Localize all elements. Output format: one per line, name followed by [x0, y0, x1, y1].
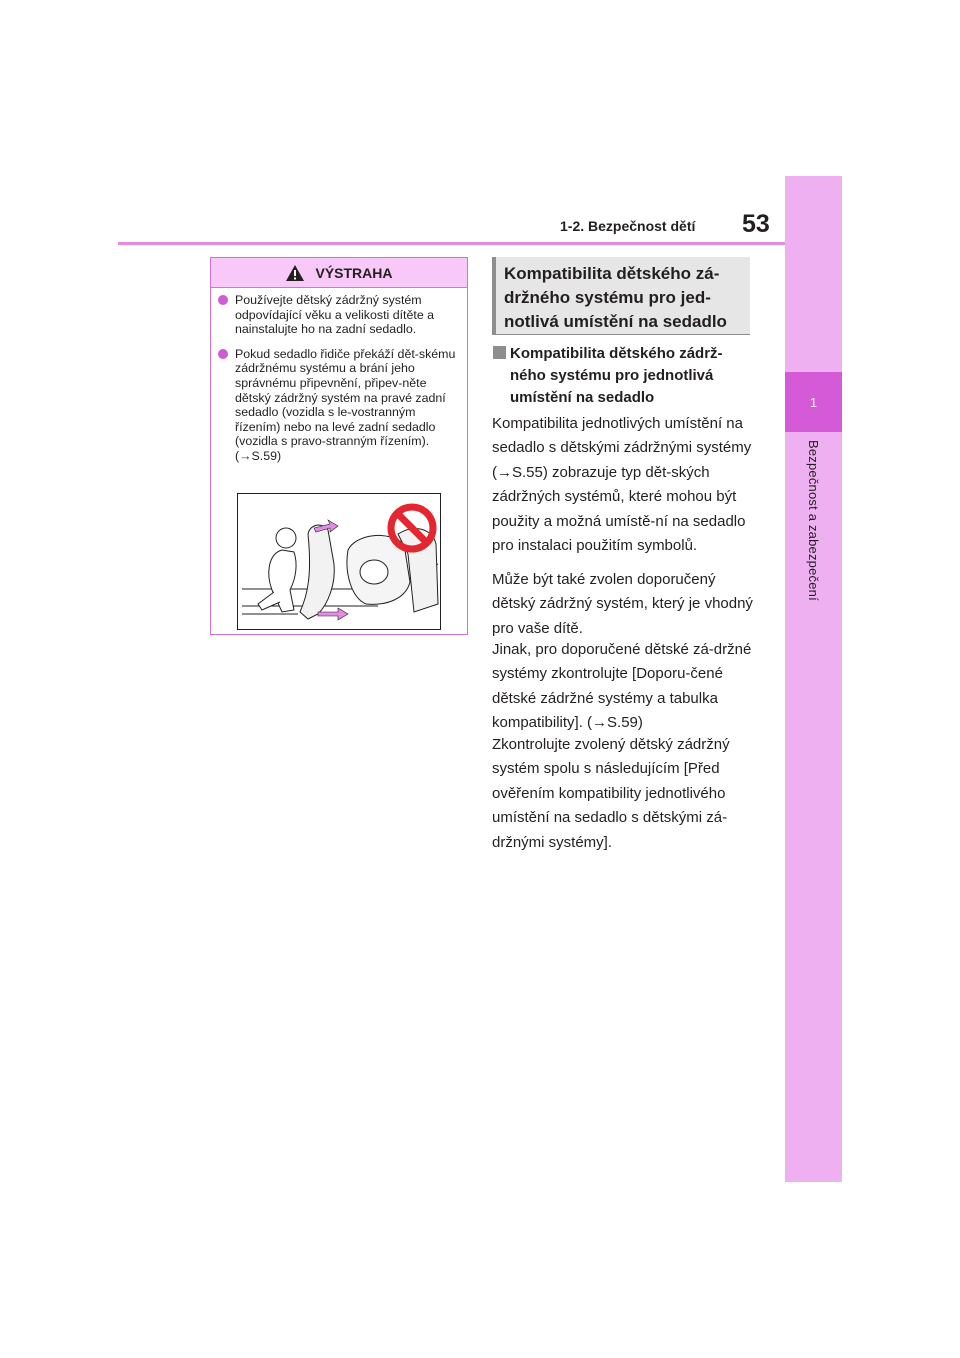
chapter-number: 1: [785, 372, 842, 432]
subheading-text: Kompatibilita dětského zádrž-ného systému pro jednotlivá umístění na sedadlo: [510, 345, 723, 406]
warning-item-text: Používejte dětský zádržný systém odpovídající věku a velikosti dítěte a nainstalujte ho na zadní sedadlo.: [235, 293, 435, 337]
section-heading: Kompatibilita dětského zá-držného systému pro jed-notlivá umístění na sedadlo: [504, 264, 727, 331]
prohibited-icon: [386, 502, 438, 554]
warning-triangle-icon: [285, 264, 305, 282]
section-heading-box: [492, 257, 750, 335]
chapter-title: [785, 440, 842, 640]
chapter-title-text: Bezpečnost a zabezpečení: [806, 440, 821, 601]
subheading: [493, 343, 755, 409]
bullet-icon: [218, 295, 228, 305]
warning-item: [218, 347, 459, 464]
paragraph: Zkontrolujte zvolený dětský zádržný systém spolu s následujícím [Před ověřením kompatibility jednotlivého umístění na sedadlo s dětskými zá-držnými systémy].: [492, 736, 730, 851]
warning-title: VÝSTRAHA: [315, 264, 393, 281]
paragraph: Může být také zvolen doporučený dětský zádržný systém, který je vhodný pro vaše dítě.: [492, 571, 753, 637]
square-bullet-icon: [493, 346, 506, 359]
page-number: 53: [742, 210, 770, 238]
header-divider: [118, 242, 785, 245]
warning-box: [210, 257, 468, 635]
warning-item-text: Pokud sedadlo řidiče překáží dět-skému zádržnému systému a brání jeho správnému připevnění, připev-něte dětský zádržný systém na pravé zadní sedadlo (vozidla s le-vostranným řízením) nebo na levé zadní sedadlo (vozidla s pravo-stranným řízením). (→S.59): [235, 346, 456, 463]
chapter-side-tab: [785, 176, 842, 1182]
child-seat-illustration: [237, 493, 441, 630]
bullet-icon: [218, 349, 228, 359]
section-title: 1-2. Bezpečnost dětí: [560, 218, 696, 234]
warning-item: [218, 293, 459, 337]
paragraph: Jinak, pro doporučené dětské zá-držné systémy zkontrolujte [Doporu-čené dětské zádržné systémy a tabulka kompatibility]. (→S.59): [492, 641, 752, 732]
paragraph: Kompatibilita jednotlivých umístění na sedadlo s dětskými zádržnými systémy (→S.55) zobrazuje typ dět-ských zádržných systémů, které mohou být použity a možná umístě-ní na sedadlo pro instalaci použitím symbolů.: [492, 415, 752, 555]
warning-header: [211, 258, 467, 288]
